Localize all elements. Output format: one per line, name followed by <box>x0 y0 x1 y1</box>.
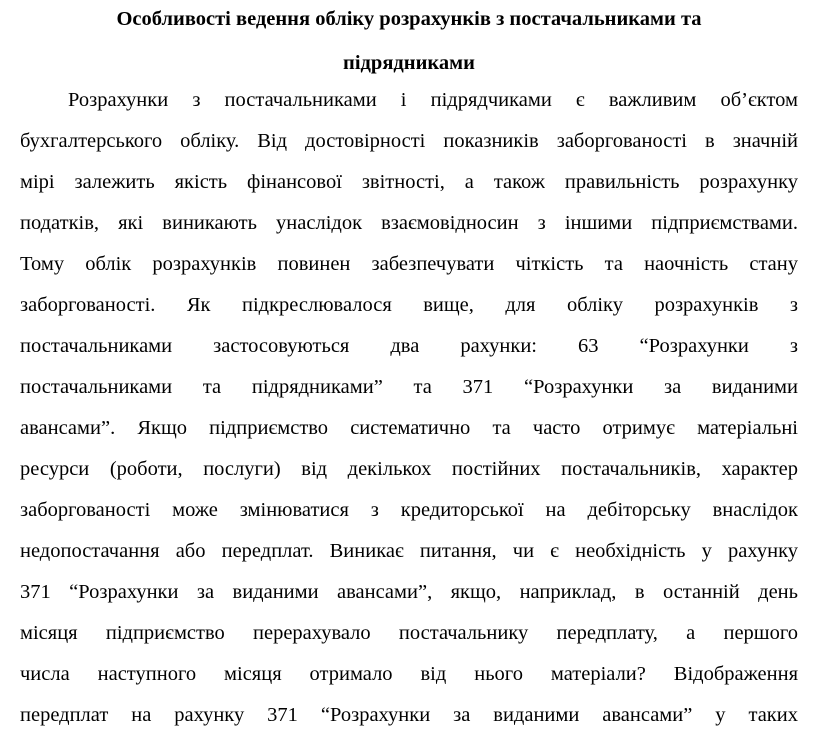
paragraph-line: постачальниками застосовуються два рахунки: 63 “Розрахунки з <box>20 335 798 357</box>
body-paragraph <box>20 80 798 736</box>
paragraph-line: недопостачання або передплат. Виникає питання, чи є необхідність у рахунку <box>20 540 798 562</box>
paragraph-line: місяця підприємство перерахувало постачальнику передплату, а першого <box>20 622 798 644</box>
paragraph-line: Розрахунки з постачальниками і підрядчиками є важливим об’єктом <box>68 89 798 111</box>
paragraph-line: передплат на рахунку 371 “Розрахунки за виданими авансами” у таких <box>20 704 798 726</box>
paragraph-line: мірі залежить якість фінансової звітності, а також правильність розрахунку <box>20 171 798 193</box>
paragraph-line: авансами”. Якщо підприємство систематично та часто отримує матеріальні <box>20 417 798 439</box>
paragraph-line: податків, які виникають унаслідок взаємовідносин з іншими підприємствами. <box>20 212 798 234</box>
paragraph-line: числа наступного місяця отримало від нього матеріали? Відображення <box>20 663 798 685</box>
paragraph-line: 371 “Розрахунки за виданими авансами”, якщо, наприклад, в останній день <box>20 581 798 603</box>
paragraph-line: Тому облік розрахунків повинен забезпечувати чіткість та наочність стану <box>20 253 798 275</box>
paragraph-line: ресурси (роботи, послуги) від декількох постійних постачальників, характер <box>20 458 798 480</box>
paragraph-line: заборгованості. Як підкреслювалося вище, для обліку розрахунків з <box>20 294 798 316</box>
paragraph-line: постачальниками та підрядниками” та 371 “Розрахунки за виданими <box>20 376 798 398</box>
title-line-1: Особливості ведення обліку розрахунків з постачальниками та <box>116 8 702 30</box>
document-title <box>20 0 798 82</box>
title-line-2: підрядниками <box>343 52 475 74</box>
paragraph-line: заборгованості може змінюватися з кредиторської на дебіторську внаслідок <box>20 499 798 521</box>
document-page <box>20 0 798 736</box>
paragraph-line: бухгалтерського обліку. Від достовірності показників заборгованості в значній <box>20 130 798 152</box>
